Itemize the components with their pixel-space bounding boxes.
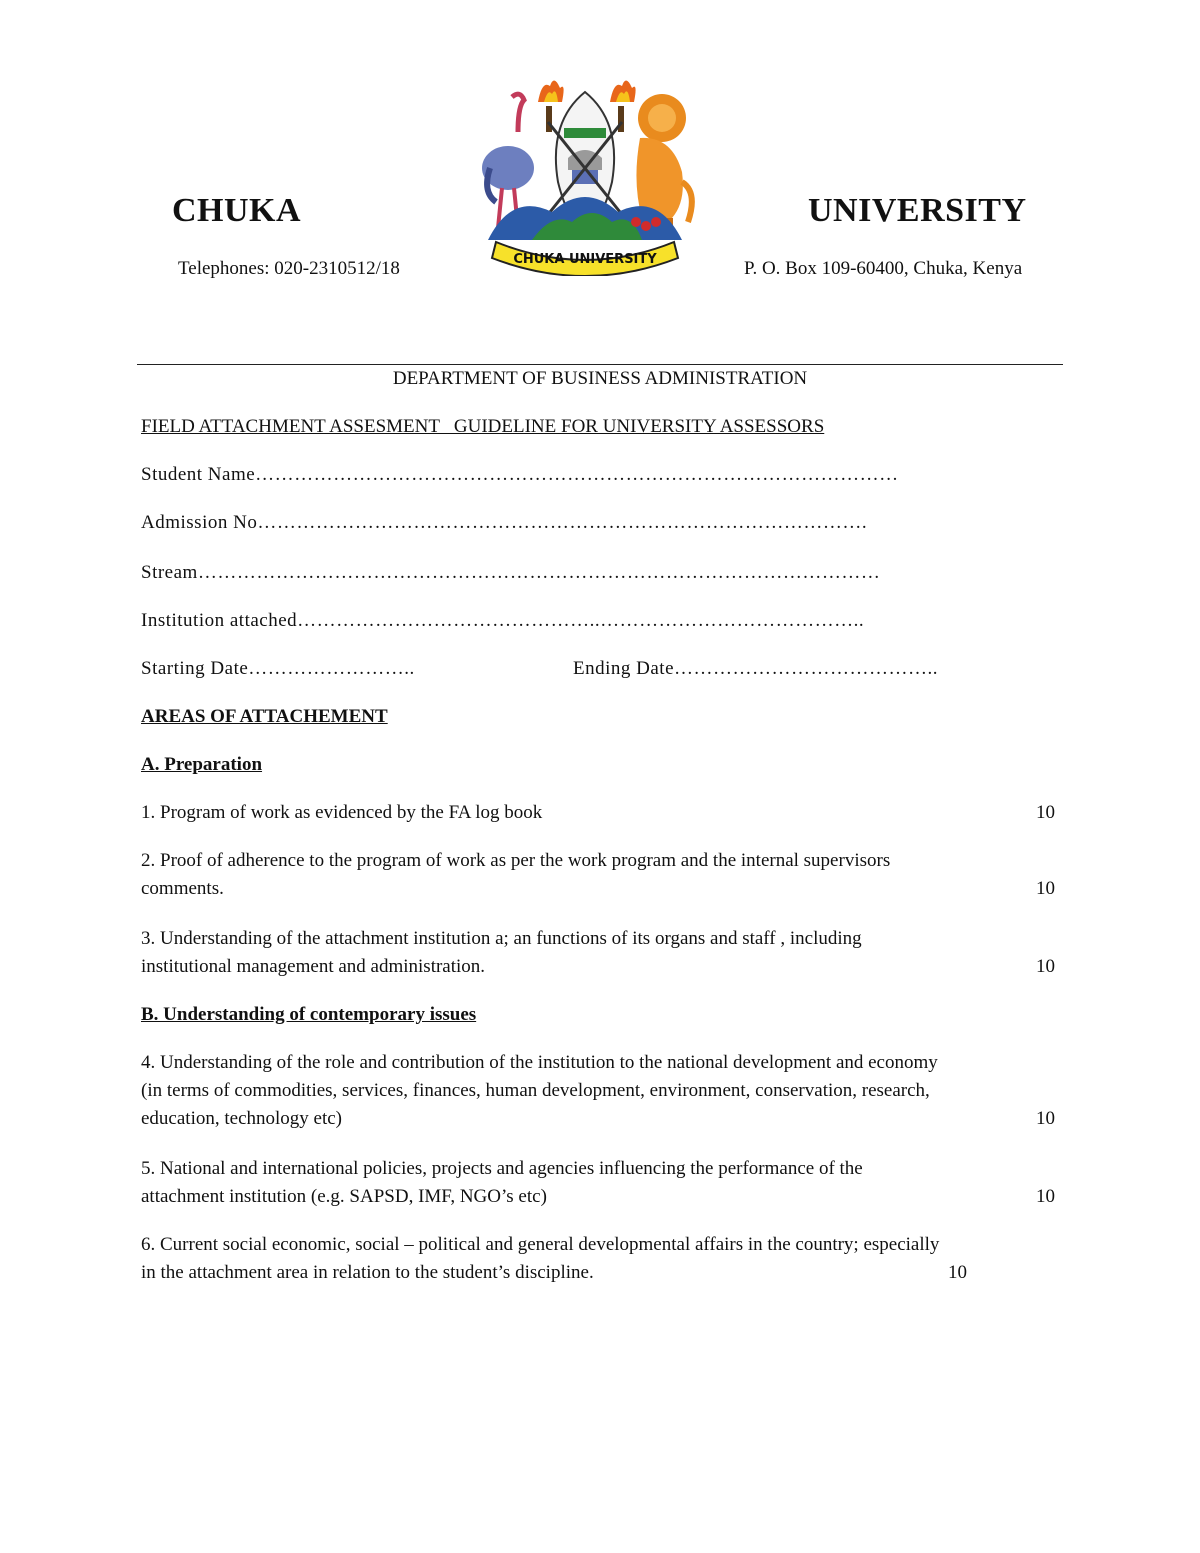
- header-telephones: Telephones: 020-2310512/18: [178, 258, 400, 279]
- item-score: 10: [1036, 1186, 1055, 1207]
- list-item-continued: (in terms of commodities, services, finances, human development, environment, conservation, research,: [141, 1080, 930, 1101]
- list-item: 2. Proof of adherence to the program of work as per the work program and the internal supervisors: [141, 850, 891, 871]
- department-title: DEPARTMENT OF BUSINESS ADMINISTRATION: [392, 368, 808, 389]
- university-crest-icon: [472, 72, 698, 276]
- stream-field: Stream……………………………………………………………………………………………: [141, 562, 881, 583]
- item-score: 10: [1036, 1108, 1055, 1129]
- header-right-word: UNIVERSITY: [808, 192, 1027, 229]
- starting-date-field: Starting Date……………………..: [141, 658, 415, 679]
- item-score: 10: [1036, 802, 1055, 823]
- list-item-continued: in the attachment area in relation to the student’s discipline.: [141, 1262, 594, 1283]
- item-score: 10: [948, 1262, 967, 1283]
- list-item: 1. Program of work as evidenced by the FA log book: [141, 802, 543, 823]
- section-b-heading: B. Understanding of contemporary issues: [141, 1004, 477, 1025]
- item-score: 10: [1036, 956, 1055, 977]
- admission-no-field: Admission No………………………………………………………………………………….: [141, 512, 868, 533]
- list-item: 6. Current social economic, social – political and general developmental affairs in the country; especially: [141, 1234, 940, 1255]
- list-item-continued: comments.: [141, 878, 224, 899]
- areas-heading: AREAS OF ATTACHEMENT: [141, 706, 388, 727]
- institution-field: Institution attached………………………………………..…………………………………..: [141, 610, 865, 631]
- list-item-continued: education, technology etc): [141, 1108, 343, 1129]
- list-item: 3. Understanding of the attachment institution a; an functions of its organs and staff , including: [141, 928, 862, 949]
- crest-banner-text: CHUKA UNIVERSITY: [513, 252, 657, 267]
- list-item: 4. Understanding of the role and contribution of the institution to the national development and economy: [141, 1052, 938, 1073]
- torch-right-icon: [610, 80, 636, 132]
- header-address: P. O. Box 109-60400, Chuka, Kenya: [744, 258, 1023, 279]
- list-item-continued: attachment institution (e.g. SAPSD, IMF, NGO’s etc): [141, 1186, 547, 1207]
- document-title: FIELD ATTACHMENT ASSESMENT GUIDELINE FOR UNIVERSITY ASSESSORS: [141, 416, 825, 437]
- header-left-word: CHUKA: [172, 192, 302, 229]
- ending-date-field: Ending Date…………………………………..: [573, 658, 939, 679]
- list-item: 5. National and international policies, projects and agencies influencing the performance of the: [141, 1158, 863, 1179]
- list-item-continued: institutional management and administration.: [141, 956, 486, 977]
- student-name-field: Student Name………………………………………………………………………………………: [141, 464, 899, 485]
- item-score: 10: [1036, 878, 1055, 899]
- section-a-heading: A. Preparation: [141, 754, 263, 775]
